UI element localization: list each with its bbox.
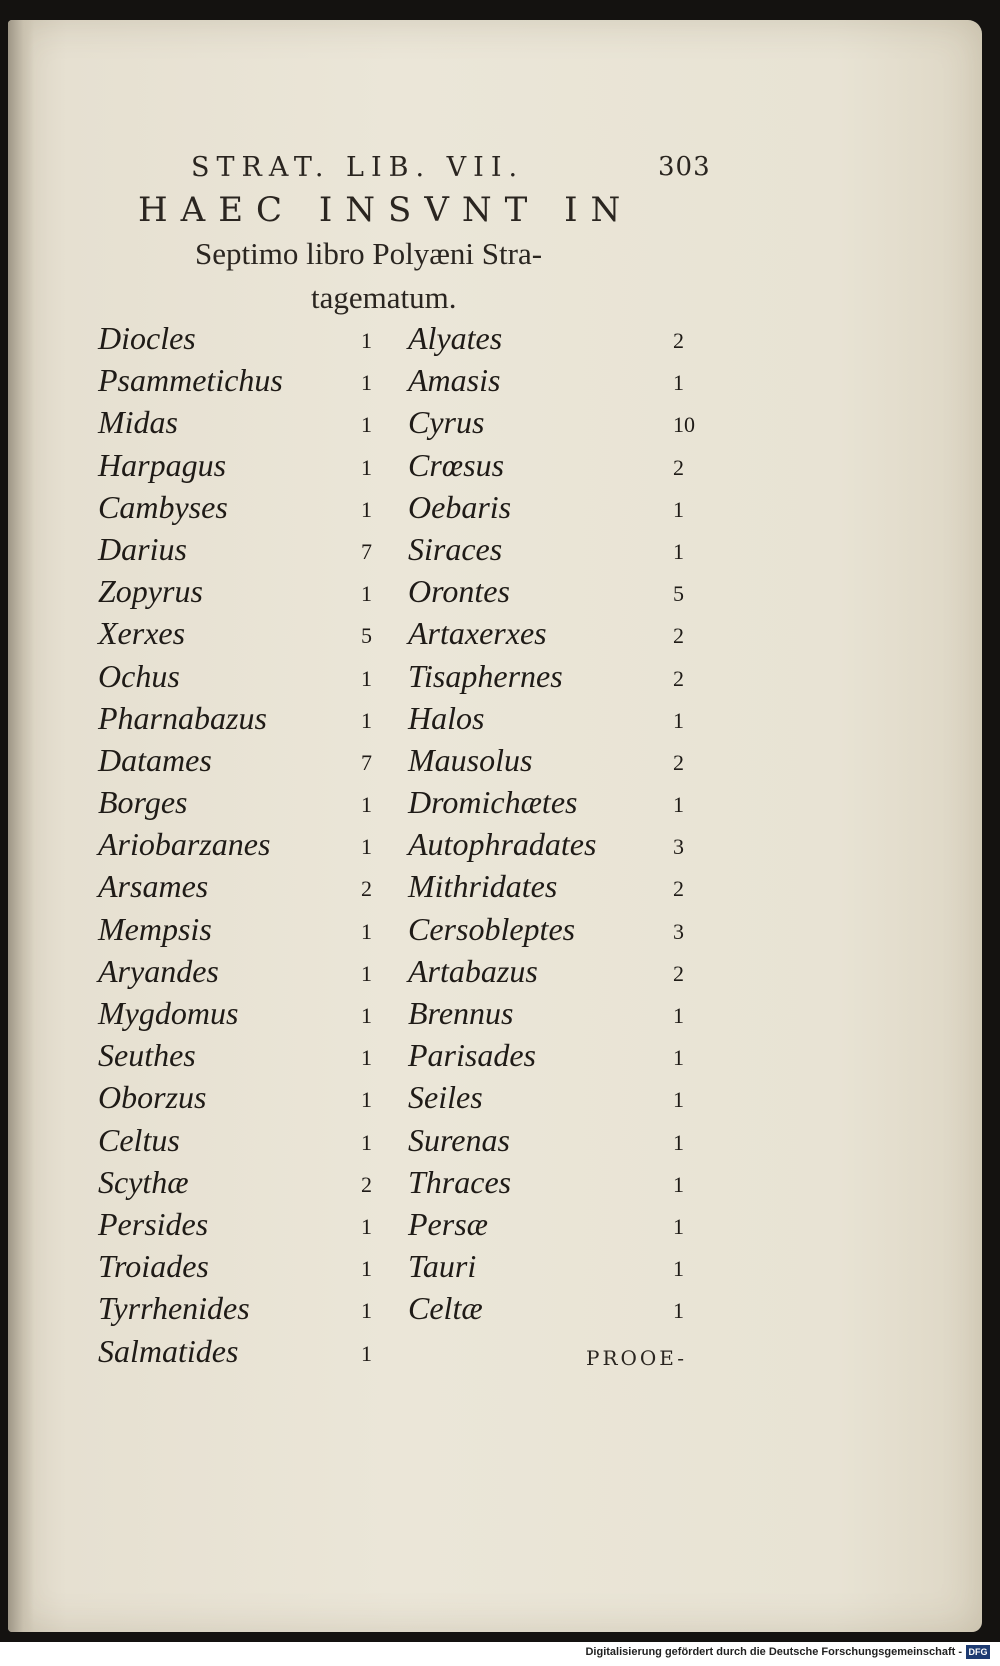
entry-count: 1	[361, 834, 372, 860]
contents-row	[8, 911, 768, 953]
entry-count: 1	[361, 1087, 372, 1113]
entry-name: Tauri	[408, 1248, 477, 1285]
entry-name: Troiades	[98, 1248, 209, 1285]
entry-name: Celtæ	[408, 1290, 483, 1327]
entry-count: 7	[361, 749, 372, 775]
entry-count: 2	[673, 749, 684, 775]
contents-row	[8, 1079, 768, 1121]
contents-row	[8, 1122, 768, 1164]
entry-name: Tisaphernes	[408, 657, 563, 694]
contents-row	[8, 995, 768, 1037]
entry-name: Tyrrhenides	[98, 1290, 250, 1327]
entry-name: Cambyses	[98, 488, 228, 525]
contents-row	[8, 447, 768, 489]
entry-count: 1	[673, 496, 684, 522]
contents-row	[8, 658, 768, 700]
digitization-footer	[0, 1642, 1000, 1666]
contents-row	[8, 700, 768, 742]
entry-name: Oebaris	[408, 488, 512, 525]
entry-name: Oborzus	[98, 1079, 207, 1116]
contents-row	[8, 404, 768, 446]
entry-name: Mempsis	[98, 910, 212, 947]
entry-count: 1	[361, 707, 372, 733]
entry-count: 1	[673, 1171, 684, 1197]
entry-name: Halos	[408, 699, 485, 736]
entry-count: 1	[673, 1087, 684, 1113]
entry-count: 5	[361, 623, 372, 649]
contents-row	[8, 489, 768, 531]
entry-name: Salmatides	[98, 1332, 239, 1369]
entry-name: Xerxes	[98, 615, 186, 652]
entry-count: 1	[361, 412, 372, 438]
contents-heading: HAEC INSVNT IN	[138, 190, 634, 230]
book-page	[8, 20, 982, 1632]
entry-count: 2	[361, 1171, 372, 1197]
entry-name: Aryandes	[98, 952, 219, 989]
entry-name: Siraces	[408, 530, 503, 567]
entry-name: Parisades	[408, 1037, 536, 1074]
entry-count: 3	[673, 834, 684, 860]
contents-row	[8, 362, 768, 404]
entry-name: Darius	[98, 530, 187, 567]
entry-name: Diocles	[98, 320, 196, 356]
entry-name: Psammetichus	[98, 362, 283, 399]
entry-name: Seiles	[408, 1079, 483, 1116]
entry-name: Scythæ	[98, 1163, 189, 1200]
catchword: PROOE-	[586, 1346, 688, 1370]
entry-count: 1	[361, 370, 372, 396]
subheading-line-1: Septimo libro Polyæni Stra-	[195, 236, 543, 271]
entry-name: Dromichætes	[408, 784, 578, 821]
entry-count: 1	[361, 960, 372, 986]
entry-count: 1	[673, 707, 684, 733]
entry-count: 1	[673, 1256, 684, 1282]
contents-row	[8, 1037, 768, 1079]
entry-count: 1	[361, 1129, 372, 1155]
contents-row	[8, 1164, 768, 1206]
entry-name: Arsames	[98, 868, 209, 905]
entry-count: 2	[673, 960, 684, 986]
entry-count: 1	[361, 1045, 372, 1071]
entry-count: 1	[361, 496, 372, 522]
entry-name: Persides	[98, 1205, 209, 1242]
contents-row	[8, 1206, 768, 1248]
entry-name: Seuthes	[98, 1037, 196, 1074]
funding-credit: Digitalisierung gefördert durch die Deutsche Forschungsgemeinschaft -	[585, 1646, 962, 1658]
entry-name: Mithridates	[408, 868, 558, 905]
entry-count: 1	[361, 665, 372, 691]
entry-name: Autophradates	[408, 826, 597, 863]
entry-name: Pharnabazus	[98, 699, 267, 736]
entry-count: 2	[673, 876, 684, 902]
entry-count: 1	[673, 538, 684, 564]
entry-count: 1	[361, 454, 372, 480]
entry-name: Midas	[98, 404, 178, 441]
entry-count: 1	[361, 1340, 372, 1366]
entry-count: 1	[673, 1045, 684, 1071]
entry-name: Surenas	[408, 1121, 510, 1158]
entry-count: 2	[361, 876, 372, 902]
entry-count: 1	[361, 328, 372, 353]
contents-row	[8, 868, 768, 910]
entry-name: Cersobleptes	[408, 910, 576, 947]
entry-count: 2	[673, 454, 684, 480]
contents-list	[8, 320, 768, 1375]
contents-row	[8, 953, 768, 995]
entry-name: Artaxerxes	[408, 615, 547, 652]
entry-name: Ochus	[98, 657, 180, 694]
entry-count: 1	[361, 1256, 372, 1282]
entry-count: 3	[673, 918, 684, 944]
contents-row	[8, 1290, 768, 1332]
entry-name: Cyrus	[408, 404, 485, 441]
entry-count: 1	[673, 792, 684, 818]
entry-count: 1	[673, 1003, 684, 1028]
running-head: STRAT. LIB. VII.	[191, 152, 525, 183]
entry-count: 1	[673, 1129, 684, 1155]
entry-count: 2	[673, 623, 684, 649]
entry-name: Amasis	[408, 362, 501, 399]
entry-name: Mausolus	[408, 741, 533, 778]
contents-row	[8, 742, 768, 784]
entry-count: 1	[361, 918, 372, 944]
entry-count: 1	[361, 1213, 372, 1239]
entry-count: 1	[673, 1213, 684, 1239]
entry-count: 5	[673, 581, 684, 607]
entry-name: Datames	[98, 741, 212, 778]
entry-name: Crœsus	[408, 446, 505, 483]
contents-subheading	[195, 232, 635, 320]
contents-row	[8, 784, 768, 826]
contents-row	[8, 615, 768, 657]
entry-name: Mygdomus	[98, 995, 239, 1031]
contents-row	[8, 1248, 768, 1290]
entry-count: 7	[361, 538, 372, 564]
entry-name: Borges	[98, 784, 188, 821]
entry-name: Artabazus	[408, 952, 538, 989]
entry-count: 1	[673, 370, 684, 396]
entry-name: Celtus	[98, 1121, 180, 1158]
entry-name: Harpagus	[98, 446, 227, 483]
entry-name: Brennus	[408, 995, 514, 1031]
contents-row	[8, 531, 768, 573]
contents-row	[8, 573, 768, 615]
entry-count: 2	[673, 328, 684, 353]
page-number: 303	[658, 152, 711, 182]
entry-count: 10	[673, 412, 695, 438]
entry-name: Thraces	[408, 1163, 512, 1200]
entry-count: 1	[361, 1298, 372, 1324]
dfg-logo: DFG	[966, 1645, 990, 1659]
entry-name: Ariobarzanes	[98, 826, 271, 863]
entry-name: Zopyrus	[98, 573, 203, 610]
entry-count: 1	[673, 1298, 684, 1324]
entry-count: 2	[673, 665, 684, 691]
entry-name: Persæ	[408, 1205, 488, 1242]
contents-row	[8, 320, 768, 362]
entry-count: 1	[361, 792, 372, 818]
entry-name: Orontes	[408, 573, 510, 610]
entry-name: Alyates	[408, 320, 503, 356]
contents-row	[8, 826, 768, 868]
entry-count: 1	[361, 581, 372, 607]
entry-count: 1	[361, 1003, 372, 1028]
subheading-line-2: tagematum.	[311, 280, 457, 315]
